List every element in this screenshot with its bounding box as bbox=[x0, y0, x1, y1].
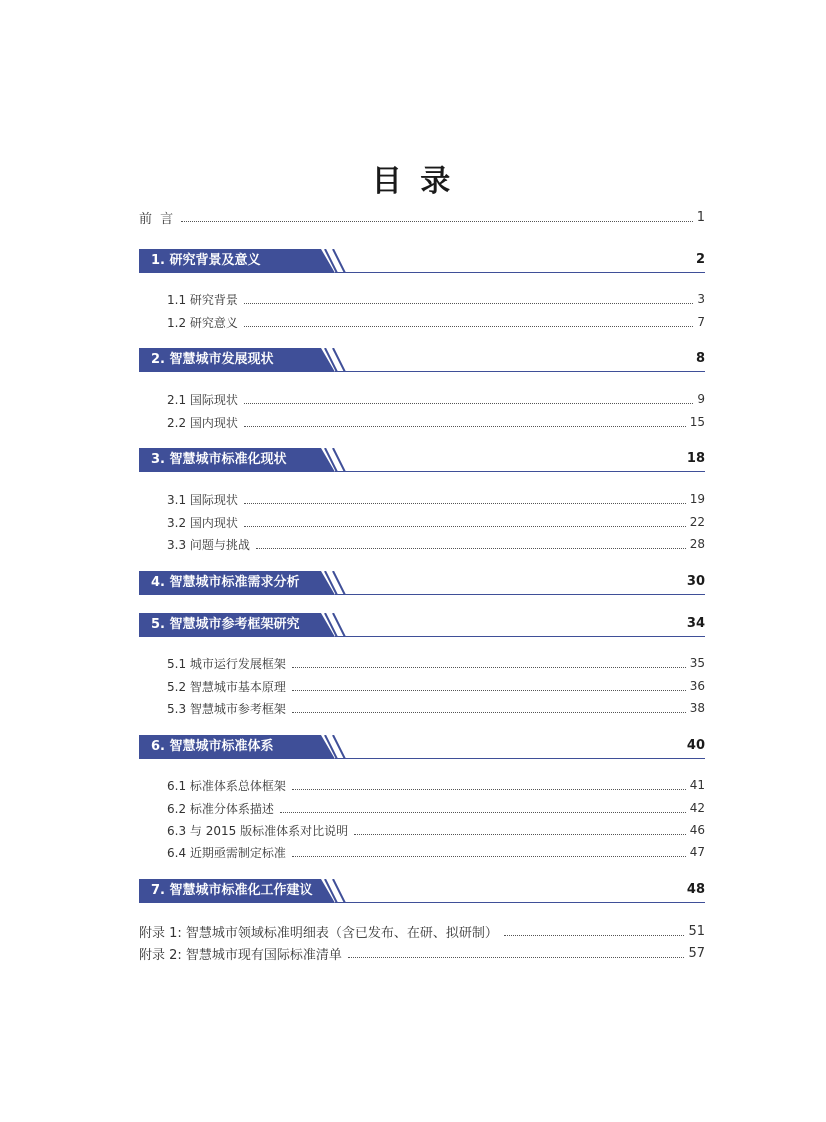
toc-entry-label: 5.3 智慧城市参考框架 bbox=[167, 701, 286, 716]
dot-leader bbox=[244, 302, 693, 304]
slash-decoration-icon bbox=[323, 249, 353, 273]
slash-decoration-icon bbox=[323, 571, 353, 595]
toc-entry-label: 6.1 标准体系总体框架 bbox=[167, 778, 286, 793]
toc-item[interactable] bbox=[139, 534, 705, 554]
toc-entry-label: 前 言 bbox=[139, 211, 176, 227]
section-page: 2 bbox=[695, 252, 705, 267]
section-rule bbox=[335, 471, 705, 472]
toc-entry-page: 36 bbox=[689, 679, 705, 693]
toc-item[interactable] bbox=[139, 798, 705, 818]
toc-entry-label: 附录 1: 智慧城市领域标准明细表（含已发布、在研、拟研制） bbox=[139, 925, 498, 941]
toc-entry-page: 51 bbox=[688, 923, 705, 939]
slash-decoration-icon bbox=[323, 348, 353, 372]
toc-entry-page: 1 bbox=[696, 209, 705, 225]
toc-item[interactable] bbox=[139, 289, 705, 309]
dot-leader bbox=[244, 525, 686, 527]
section-page: 40 bbox=[686, 738, 705, 753]
toc-appendix-1[interactable] bbox=[139, 921, 705, 941]
toc-entry-label: 6.2 标准分体系描述 bbox=[167, 801, 274, 816]
toc-section-7[interactable] bbox=[139, 879, 705, 905]
dot-leader bbox=[244, 402, 693, 404]
toc-entry-label: 3.3 问题与挑战 bbox=[167, 537, 250, 552]
toc-section-1[interactable] bbox=[139, 249, 705, 275]
toc-entry-page: 19 bbox=[689, 492, 705, 506]
dot-leader bbox=[181, 220, 693, 222]
dot-leader bbox=[354, 833, 686, 835]
toc-item[interactable] bbox=[139, 775, 705, 795]
dot-leader bbox=[244, 502, 686, 504]
toc-entry-page: 47 bbox=[689, 845, 705, 859]
section-label: 5. 智慧城市参考框架研究 bbox=[151, 617, 300, 632]
toc-entry-label: 1.1 研究背景 bbox=[167, 292, 238, 307]
dot-leader bbox=[244, 425, 686, 427]
dot-leader bbox=[244, 325, 693, 327]
toc-entry-page: 35 bbox=[689, 656, 705, 670]
section-rule bbox=[335, 758, 705, 759]
dot-leader bbox=[292, 666, 686, 668]
section-label: 4. 智慧城市标准需求分析 bbox=[151, 575, 300, 590]
section-rule bbox=[335, 636, 705, 637]
toc-section-5[interactable] bbox=[139, 613, 705, 639]
dot-leader bbox=[292, 689, 686, 691]
dot-leader bbox=[348, 956, 685, 958]
dot-leader bbox=[504, 934, 685, 936]
toc-item[interactable] bbox=[139, 698, 705, 718]
section-page: 8 bbox=[695, 351, 705, 366]
dot-leader bbox=[292, 788, 686, 790]
toc-section-3[interactable] bbox=[139, 448, 705, 474]
toc-section-2[interactable] bbox=[139, 348, 705, 374]
section-label: 2. 智慧城市发展现状 bbox=[151, 352, 274, 367]
toc-entry-label: 6.3 与 2015 版标准体系对比说明 bbox=[167, 823, 349, 838]
toc-item[interactable] bbox=[139, 389, 705, 409]
toc-item[interactable] bbox=[139, 820, 705, 840]
toc-section-4[interactable] bbox=[139, 571, 705, 597]
toc-entry-page: 9 bbox=[697, 392, 705, 406]
toc-item[interactable] bbox=[139, 489, 705, 509]
dot-leader bbox=[256, 547, 686, 549]
toc-item[interactable] bbox=[139, 653, 705, 673]
slash-decoration-icon bbox=[323, 613, 353, 637]
section-page: 18 bbox=[686, 451, 705, 466]
toc-entry-page: 22 bbox=[689, 515, 705, 529]
slash-decoration-icon bbox=[323, 879, 353, 903]
toc-section-6[interactable] bbox=[139, 735, 705, 761]
toc-item[interactable] bbox=[139, 412, 705, 432]
toc-entry-page: 15 bbox=[689, 415, 705, 429]
toc-entry-label: 3.2 国内现状 bbox=[167, 515, 238, 530]
toc-item[interactable] bbox=[139, 312, 705, 332]
section-rule bbox=[335, 902, 705, 903]
toc-item[interactable] bbox=[139, 512, 705, 532]
toc-entry-label: 5.2 智慧城市基本原理 bbox=[167, 679, 286, 694]
section-rule bbox=[335, 594, 705, 595]
section-page: 30 bbox=[686, 574, 705, 589]
toc-item[interactable] bbox=[139, 676, 705, 696]
section-label: 7. 智慧城市标准化工作建议 bbox=[151, 883, 313, 898]
dot-leader bbox=[280, 811, 686, 813]
toc-item[interactable] bbox=[139, 842, 705, 862]
page-title: 目 录 bbox=[371, 164, 455, 199]
section-rule bbox=[335, 272, 705, 273]
section-label: 6. 智慧城市标准体系 bbox=[151, 739, 274, 754]
toc-entry-label: 2.1 国际现状 bbox=[167, 392, 238, 407]
toc-preface[interactable] bbox=[139, 207, 705, 227]
toc-entry-label: 2.2 国内现状 bbox=[167, 415, 238, 430]
toc-entry-label: 6.4 近期亟需制定标准 bbox=[167, 845, 286, 860]
toc-entry-page: 42 bbox=[689, 801, 705, 815]
toc-entry-page: 41 bbox=[689, 778, 705, 792]
toc-entry-page: 57 bbox=[688, 945, 705, 961]
toc-entry-page: 3 bbox=[697, 292, 705, 306]
toc-entry-page: 46 bbox=[689, 823, 705, 837]
toc-entry-label: 5.1 城市运行发展框架 bbox=[167, 656, 286, 671]
toc-entry-page: 28 bbox=[689, 537, 705, 551]
slash-decoration-icon bbox=[323, 448, 353, 472]
toc-entry-label: 1.2 研究意义 bbox=[167, 315, 238, 330]
slash-decoration-icon bbox=[323, 735, 353, 759]
dot-leader bbox=[292, 711, 686, 713]
section-page: 48 bbox=[686, 882, 705, 897]
dot-leader bbox=[292, 855, 686, 857]
toc-entry-page: 7 bbox=[697, 315, 705, 329]
section-label: 1. 研究背景及意义 bbox=[151, 253, 261, 268]
section-label: 3. 智慧城市标准化现状 bbox=[151, 452, 287, 467]
toc-entry-page: 38 bbox=[689, 701, 705, 715]
section-rule bbox=[335, 371, 705, 372]
section-page: 34 bbox=[686, 616, 705, 631]
toc-entry-label: 3.1 国际现状 bbox=[167, 492, 238, 507]
toc-appendix-2[interactable] bbox=[139, 943, 705, 963]
toc-entry-label: 附录 2: 智慧城市现有国际标准清单 bbox=[139, 947, 342, 963]
